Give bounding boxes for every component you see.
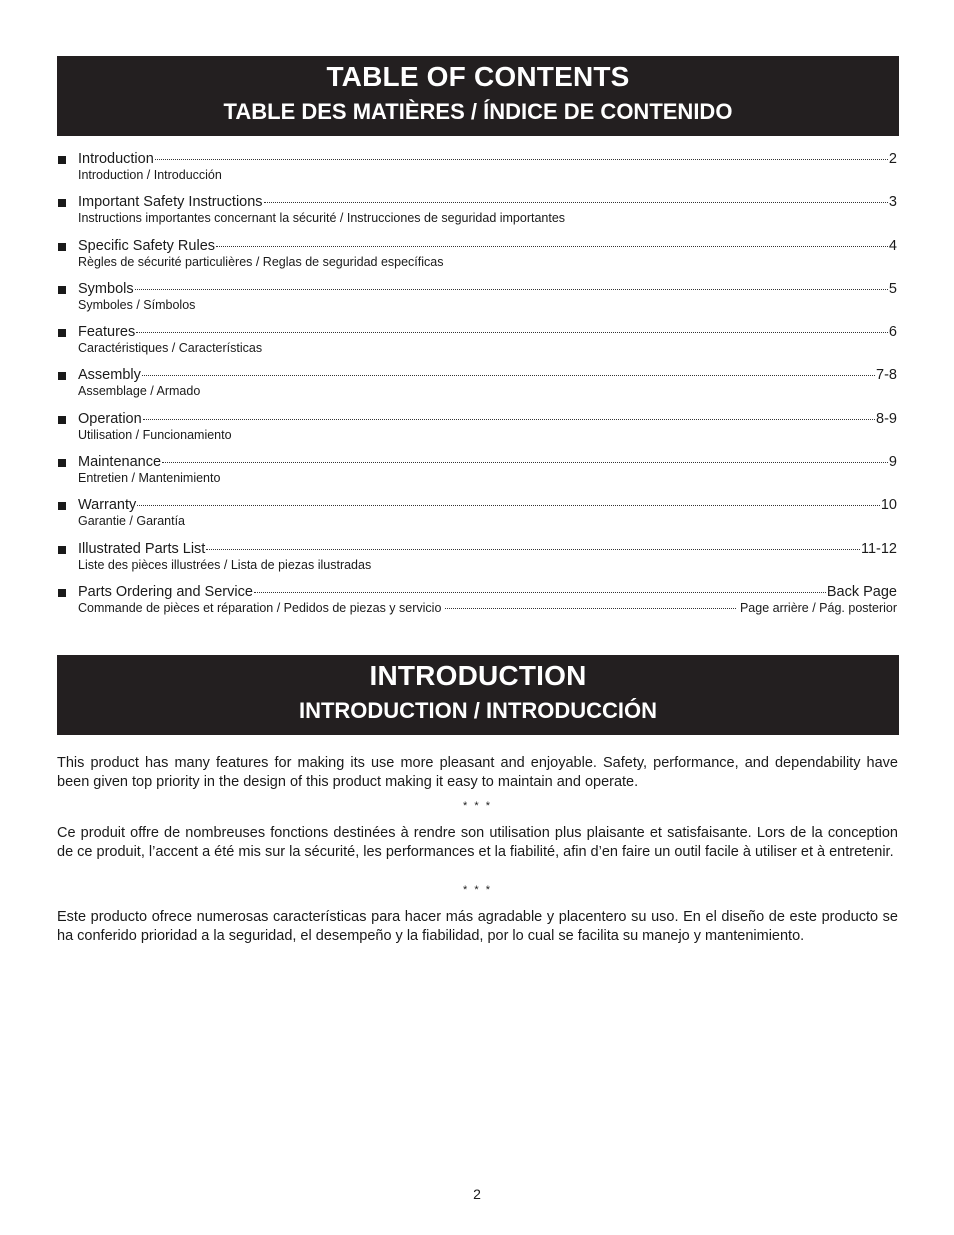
toc-entry-page: 9 bbox=[888, 454, 897, 471]
toc-entry-page: 8-9 bbox=[876, 410, 897, 427]
toc-entry-page: 7-8 bbox=[876, 367, 897, 384]
square-bullet-icon bbox=[58, 372, 66, 380]
toc-entry-features[interactable] bbox=[57, 323, 897, 366]
toc-entry-translation: Introduction / Introducción bbox=[78, 168, 222, 182]
toc-entry-introduction[interactable] bbox=[57, 150, 897, 193]
toc-entry-assembly[interactable] bbox=[57, 366, 897, 409]
toc-entry-translation: Règles de sécurité particulières / Reglas de seguridad específicas bbox=[78, 254, 444, 269]
toc-entry-page: 11-12 bbox=[860, 540, 897, 557]
intro-paragraph-spanish: Este producto ofrece numerosas características para hacer más agradable y placentero su uso. En el diseño de este producto se ha conferido prioridad a la seguridad, el desempeño y la fiabilidad, por lo cual se facilita su manejo y mantenimiento. bbox=[57, 909, 898, 945]
toc-entry-translation: Assemblage / Armado bbox=[78, 384, 201, 399]
intro-paragraph-french: Ce produit offre de nombreuses fonctions destinées à rendre son utilisation plus plaisante et satisfaisante. Lors de la conception de ce produit, l’accent a été mis sur la sécurité, les performances et la fiabilité, afin d’en faire un outil facile à utiliser et à entretenir. bbox=[57, 825, 898, 861]
toc-entry-label: Operation bbox=[78, 410, 142, 427]
toc-entry-label: Symbols bbox=[78, 280, 134, 297]
toc-entry-label: Assembly bbox=[78, 367, 141, 384]
toc-entry-illustrated-parts-list[interactable] bbox=[57, 540, 897, 583]
toc-entry-translation: Instructions importantes concernant la sécurité / Instrucciones de seguridad importantes bbox=[78, 211, 566, 226]
toc-entry-label: Specific Safety Rules bbox=[78, 237, 216, 254]
toc-entry-page: 4 bbox=[888, 237, 897, 254]
toc-entry-translation: Symboles / Símbolos bbox=[78, 297, 196, 312]
toc-entry-page: Back Page bbox=[826, 583, 897, 600]
intro-banner bbox=[57, 655, 899, 735]
toc-title: TABLE OF CONTENTS bbox=[326, 61, 630, 92]
square-bullet-icon bbox=[58, 589, 66, 597]
toc-entry-symbols[interactable] bbox=[57, 280, 897, 323]
toc-entry-label: Features bbox=[78, 324, 136, 341]
toc-banner bbox=[57, 56, 899, 136]
square-bullet-icon bbox=[58, 502, 66, 510]
square-bullet-icon bbox=[58, 156, 66, 164]
toc-entry-translation: Liste des pièces illustrées / Lista de piezas ilustradas bbox=[78, 557, 372, 572]
toc-entry-translation: Garantie / Garantía bbox=[78, 514, 186, 529]
toc-entry-translation: Commande de pièces et réparation / Pedidos de piezas y servicio bbox=[78, 600, 442, 615]
toc-entry-page: 2 bbox=[888, 151, 897, 167]
toc-entry-page: 10 bbox=[880, 497, 897, 514]
toc-entry-page: 6 bbox=[888, 324, 897, 341]
square-bullet-icon bbox=[58, 243, 66, 251]
square-bullet-icon bbox=[58, 416, 66, 424]
toc-entry-maintenance[interactable] bbox=[57, 453, 897, 496]
toc-entry-translation: Entretien / Mantenimiento bbox=[78, 471, 221, 486]
toc-entry-label: Illustrated Parts List bbox=[78, 540, 206, 557]
toc-entry-label: Important Safety Instructions bbox=[78, 194, 263, 211]
toc-entry-translated-page: Page arrière / Pág. posterior bbox=[739, 600, 897, 615]
separator: * * * bbox=[463, 884, 492, 896]
square-bullet-icon bbox=[58, 459, 66, 467]
toc-entry-page: 5 bbox=[888, 280, 897, 297]
square-bullet-icon bbox=[58, 199, 66, 207]
toc-entry-translation: Utilisation / Funcionamiento bbox=[78, 427, 232, 442]
page-number: 2 bbox=[473, 1186, 481, 1202]
toc-entry-important-safety-instructions[interactable] bbox=[57, 193, 897, 236]
intro-title: INTRODUCTION bbox=[369, 660, 587, 691]
intro-subtitle: INTRODUCTION / INTRODUCCIÓN bbox=[298, 698, 658, 723]
toc-entry-label: Parts Ordering and Service bbox=[78, 583, 253, 600]
toc-entry-page: 3 bbox=[888, 194, 897, 211]
toc-entry-warranty[interactable] bbox=[57, 496, 897, 539]
separator: * * * bbox=[463, 800, 492, 812]
toc-entry-specific-safety-rules[interactable] bbox=[57, 237, 897, 280]
toc-entry-label: Maintenance bbox=[78, 454, 162, 471]
square-bullet-icon bbox=[58, 546, 66, 554]
intro-paragraph-english: This product has many features for making its use more pleasant and enjoyable. Safety, performance, and dependability have been given top priority in the design of this product making it easy to maintain and operate. bbox=[57, 755, 898, 791]
square-bullet-icon bbox=[58, 329, 66, 337]
square-bullet-icon bbox=[58, 286, 66, 294]
toc-entry-parts-ordering-and-service[interactable] bbox=[57, 583, 897, 626]
toc-entry-label: Warranty bbox=[78, 497, 137, 514]
toc-entry-label: Introduction bbox=[78, 151, 154, 167]
toc-entry-operation[interactable] bbox=[57, 410, 897, 453]
toc-subtitle: TABLE DES MATIÈRES / ÍNDICE DE CONTENIDO bbox=[223, 99, 733, 124]
toc-list bbox=[57, 150, 897, 626]
toc-entry-translation: Caractéristiques / Características bbox=[78, 341, 263, 356]
